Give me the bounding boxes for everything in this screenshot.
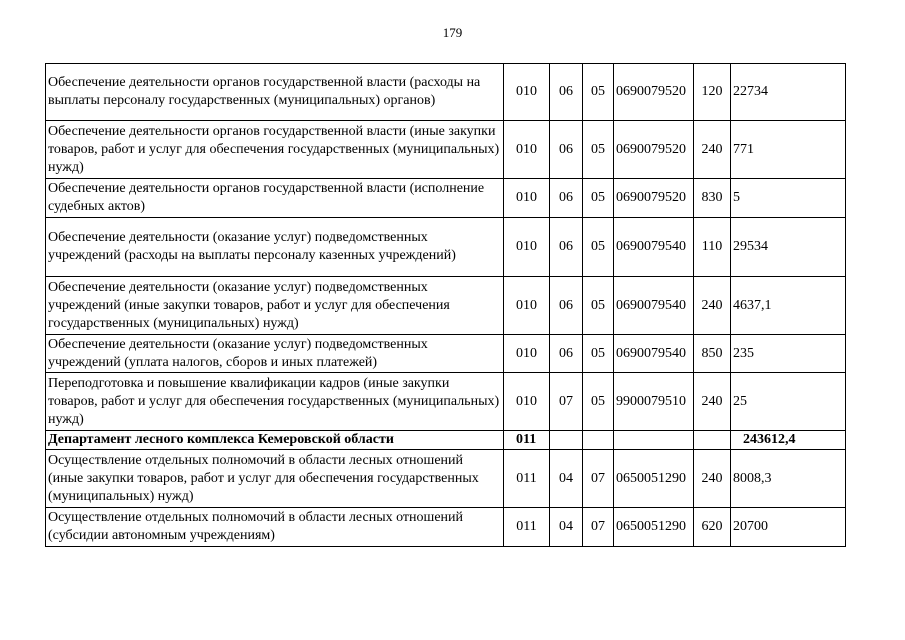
table-row xyxy=(46,64,846,121)
subsection-code: 05 xyxy=(583,335,614,373)
row-name: Обеспечение деятельности органов государственной власти (исполнение судебных актов) xyxy=(46,179,504,218)
section-code xyxy=(550,431,583,450)
section-code: 06 xyxy=(550,64,583,121)
amount: 235 xyxy=(731,335,846,373)
expense-type-code: 110 xyxy=(694,218,731,277)
table-row xyxy=(46,277,846,335)
ministry-code: 010 xyxy=(504,218,550,277)
expense-type-code: 240 xyxy=(694,277,731,335)
ministry-code: 011 xyxy=(504,450,550,508)
table-row xyxy=(46,373,846,431)
target-article-code: 9900079510 xyxy=(614,373,694,431)
ministry-code: 010 xyxy=(504,335,550,373)
expense-type-code: 620 xyxy=(694,508,731,547)
ministry-code: 010 xyxy=(504,121,550,179)
amount: 8008,3 xyxy=(731,450,846,508)
expense-type-code: 240 xyxy=(694,373,731,431)
ministry-code: 010 xyxy=(504,277,550,335)
amount: 20700 xyxy=(731,508,846,547)
amount: 22734 xyxy=(731,64,846,121)
amount: 5 xyxy=(731,179,846,218)
target-article-code: 0690079520 xyxy=(614,64,694,121)
subsection-code: 05 xyxy=(583,373,614,431)
table-row-department xyxy=(46,431,846,450)
department-total-amount: 243612,4 xyxy=(731,431,846,450)
expense-type-code: 830 xyxy=(694,179,731,218)
target-article-code: 0690079540 xyxy=(614,277,694,335)
section-code: 04 xyxy=(550,450,583,508)
subsection-code: 05 xyxy=(583,277,614,335)
amount: 25 xyxy=(731,373,846,431)
ministry-code: 011 xyxy=(504,431,550,450)
expense-type-code: 240 xyxy=(694,450,731,508)
target-article-code: 0650051290 xyxy=(614,508,694,547)
subsection-code: 07 xyxy=(583,508,614,547)
target-article-code: 0690079540 xyxy=(614,335,694,373)
target-article-code: 0690079520 xyxy=(614,121,694,179)
row-name: Обеспечение деятельности (оказание услуг) подведомственных учреждений (уплата налогов, сборов и иных платежей) xyxy=(46,335,504,373)
section-code: 06 xyxy=(550,179,583,218)
amount: 4637,1 xyxy=(731,277,846,335)
expense-type-code xyxy=(694,431,731,450)
target-article-code: 0650051290 xyxy=(614,450,694,508)
row-name: Обеспечение деятельности (оказание услуг) подведомственных учреждений (иные закупки товаров, работ и услуг для обеспечения государственных (муниципальных) нужд) xyxy=(46,277,504,335)
expense-type-code: 120 xyxy=(694,64,731,121)
subsection-code: 07 xyxy=(583,450,614,508)
row-name: Осуществление отдельных полномочий в области лесных отношений (иные закупки товаров, работ и услуг для обеспечения государственных (муниципальных) нужд) xyxy=(46,450,504,508)
target-article-code: 0690079540 xyxy=(614,218,694,277)
subsection-code: 05 xyxy=(583,64,614,121)
subsection-code: 05 xyxy=(583,218,614,277)
section-code: 06 xyxy=(550,121,583,179)
section-code: 06 xyxy=(550,218,583,277)
subsection-code: 05 xyxy=(583,121,614,179)
row-name: Обеспечение деятельности органов государственной власти (иные закупки товаров, работ и услуг для обеспечения государственных (муниципальных) нужд) xyxy=(46,121,504,179)
target-article-code xyxy=(614,431,694,450)
subsection-code: 05 xyxy=(583,179,614,218)
department-name: Департамент лесного комплекса Кемеровской области xyxy=(46,431,504,450)
row-name: Обеспечение деятельности органов государственной власти (расходы на выплаты персоналу государственных (муниципальных) органов) xyxy=(46,64,504,121)
budget-table xyxy=(45,63,846,547)
ministry-code: 011 xyxy=(504,508,550,547)
amount: 29534 xyxy=(731,218,846,277)
table-row xyxy=(46,218,846,277)
target-article-code: 0690079520 xyxy=(614,179,694,218)
subsection-code xyxy=(583,431,614,450)
table-row xyxy=(46,179,846,218)
amount: 771 xyxy=(731,121,846,179)
table-row xyxy=(46,508,846,547)
row-name: Обеспечение деятельности (оказание услуг) подведомственных учреждений (расходы на выплаты персоналу казенных учреждений) xyxy=(46,218,504,277)
table-row xyxy=(46,335,846,373)
ministry-code: 010 xyxy=(504,373,550,431)
table-row xyxy=(46,450,846,508)
section-code: 06 xyxy=(550,277,583,335)
section-code: 06 xyxy=(550,335,583,373)
section-code: 04 xyxy=(550,508,583,547)
expense-type-code: 850 xyxy=(694,335,731,373)
page-number: 179 xyxy=(442,25,463,40)
row-name: Осуществление отдельных полномочий в области лесных отношений (субсидии автономным учреждениям) xyxy=(46,508,504,547)
row-name: Переподготовка и повышение квалификации кадров (иные закупки товаров, работ и услуг для обеспечения государственных (муниципальных) нужд) xyxy=(46,373,504,431)
ministry-code: 010 xyxy=(504,64,550,121)
table-row xyxy=(46,121,846,179)
section-code: 07 xyxy=(550,373,583,431)
expense-type-code: 240 xyxy=(694,121,731,179)
ministry-code: 010 xyxy=(504,179,550,218)
